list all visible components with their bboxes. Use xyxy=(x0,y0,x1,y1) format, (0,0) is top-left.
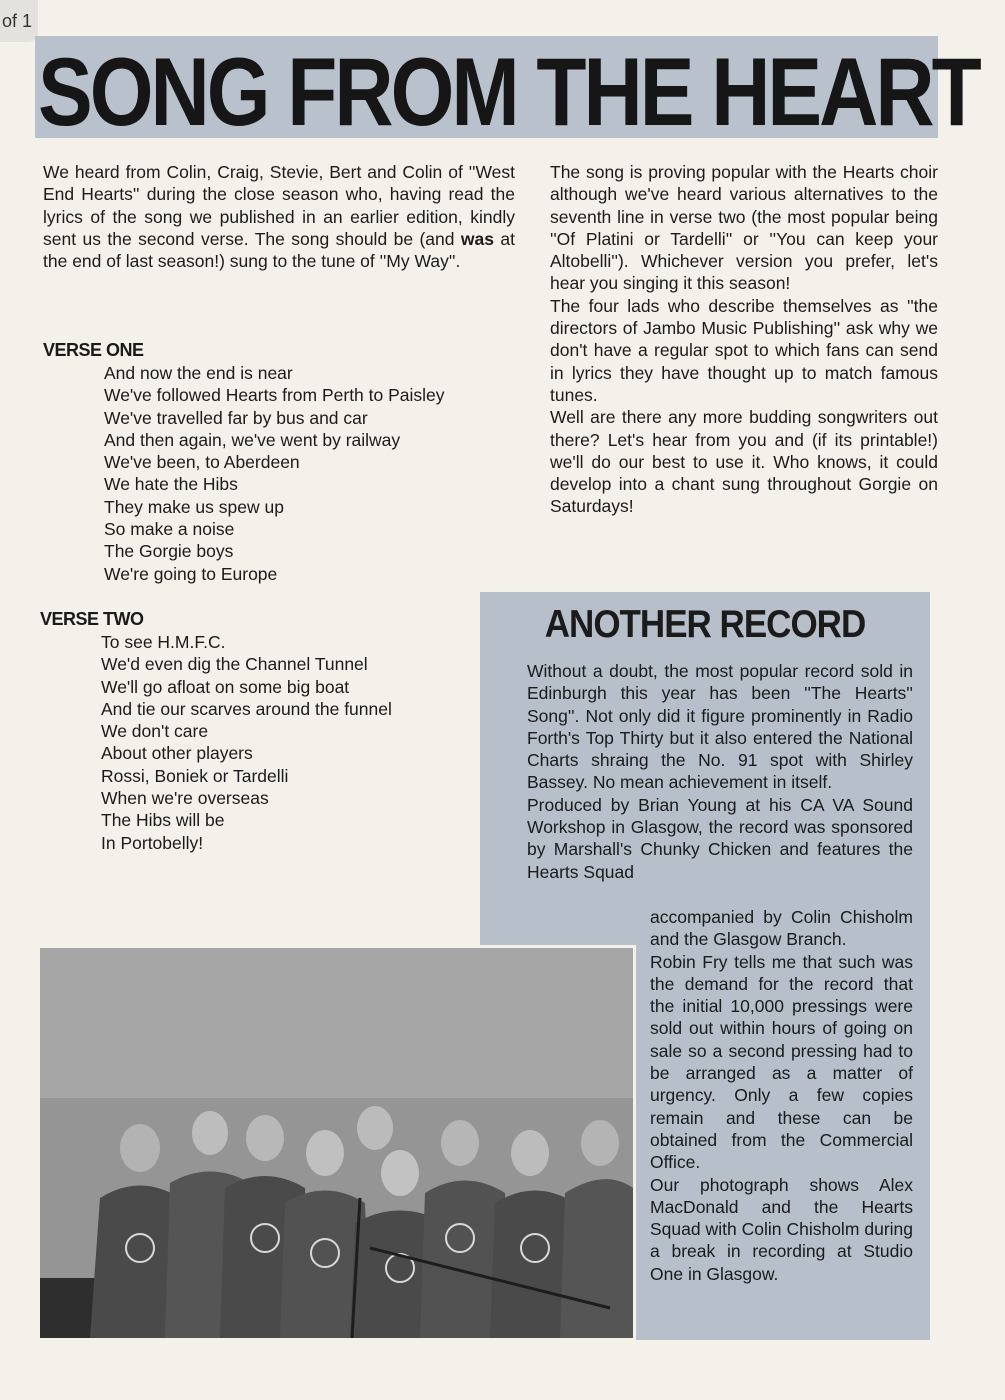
lyric-line: And then again, we've went by railway xyxy=(104,429,401,450)
verse-one-lyrics xyxy=(104,362,445,585)
right-paragraph: Well are there any more budding songwriters out there? Let's hear from you and (if its printable!) we'll do our best to use it. Who knows, it could develop into a chant sung throughout Gorgie on Saturdays! xyxy=(550,407,938,517)
verse-one-heading: VERSE ONE xyxy=(43,340,144,360)
page-indicator: of 1 xyxy=(0,0,38,42)
intro-text-part1: We heard from Colin, Craig, Stevie, Bert and Colin of ''West End Hearts'' during the close season who, having read the lyrics of the song we published in an earlier edition, kindly sent us the second verse. The song should be (and xyxy=(43,162,515,249)
lyric-line: When we're overseas xyxy=(101,788,269,809)
lyric-line: We don't care xyxy=(101,721,209,742)
record-paragraph: Without a doubt, the most popular record sold in Edinburgh this year has been ''The Hearts'' Song''. Not only did it figure prominently in Radio Forth's Top Thirty but it also entered the National Charts shraing the No. 91 spot with Shirley Bassey. No mean achievement in itself. xyxy=(527,661,913,793)
right-paragraph: The four lads who describe themselves as ''the directors of Jambo Music Publishing'' ask why we don't have a regular spot to which fans can send in lyrics they have thought up to match famous tunes. xyxy=(550,295,938,405)
lyric-line: About other players xyxy=(101,743,253,764)
lyric-line: We've followed Hearts from Perth to Paisley xyxy=(104,385,445,406)
lyric-line: So make a noise xyxy=(104,519,235,540)
lyric-line: Rossi, Boniek or Tardelli xyxy=(101,765,289,786)
squad-recording-photo xyxy=(40,948,633,1338)
lyric-line: We're going to Europe xyxy=(104,563,278,584)
lyric-line: We've been, to Aberdeen xyxy=(104,452,300,473)
photo-illustration xyxy=(40,948,633,1338)
intro-paragraph xyxy=(43,161,515,272)
record-paragraph: Our photograph shows Alex MacDonald and the Hearts Squad with Colin Chisholm during a break in recording at Studio One in Glasgow. xyxy=(650,1174,913,1284)
lyric-line: And tie our scarves around the funnel xyxy=(101,698,392,719)
verse-two-lyrics xyxy=(101,631,392,854)
lyric-line: To see H.M.F.C. xyxy=(101,632,226,652)
record-paragraph: Produced by Brian Young at his CA VA Sound Workshop in Glasgow, the record was sponsored by Marshall's Chunky Chicken and features the Hearts Squad xyxy=(527,794,913,882)
page-title: SONG FROM THE HEART xyxy=(38,38,979,147)
intro-bold-word: was xyxy=(460,228,494,249)
lyric-line: We've travelled far by bus and car xyxy=(104,407,368,428)
lyric-line: They make us spew up xyxy=(104,496,284,517)
lyric-line: We'll go afloat on some big boat xyxy=(101,676,350,697)
right-paragraph: The song is proving popular with the Hearts choir although we've heard various alternatives to the seventh line in verse two (the most popular being ''Of Platini or Tardelli'' or ''You can keep your Altobelli''). Whichever version you prefer, let's hear you singing it this season! xyxy=(550,162,938,294)
lyric-line: The Gorgie boys xyxy=(104,541,234,562)
intro-text-part2: at the end of last season!) sung to the tune of ''My Way''. xyxy=(43,228,515,272)
record-paragraph: accompanied by Colin Chisholm and the Glasgow Branch. xyxy=(650,907,913,950)
right-column-text xyxy=(550,161,938,518)
lyric-line: We'd even dig the Channel Tunnel xyxy=(101,654,368,675)
lyric-line: The Hibs will be xyxy=(101,810,225,831)
lyric-line: We hate the Hibs xyxy=(104,474,238,495)
lyric-line: In Portobelly! xyxy=(101,832,204,853)
record-paragraph: Robin Fry tells me that such was the demand for the record that the initial 10,000 pressings were sold out within hours of going on sale so a second pressing had to be arranged as a matter of urgency. Only a few copies remain and these can be obtained from the Commercial Office. xyxy=(650,951,913,1173)
another-record-title: ANOTHER RECORD xyxy=(544,603,866,646)
lyric-line: And now the end is near xyxy=(104,363,293,383)
another-record-text-top xyxy=(527,660,913,883)
verse-two-heading: VERSE TWO xyxy=(40,609,144,629)
another-record-text-bottom xyxy=(650,906,913,1285)
